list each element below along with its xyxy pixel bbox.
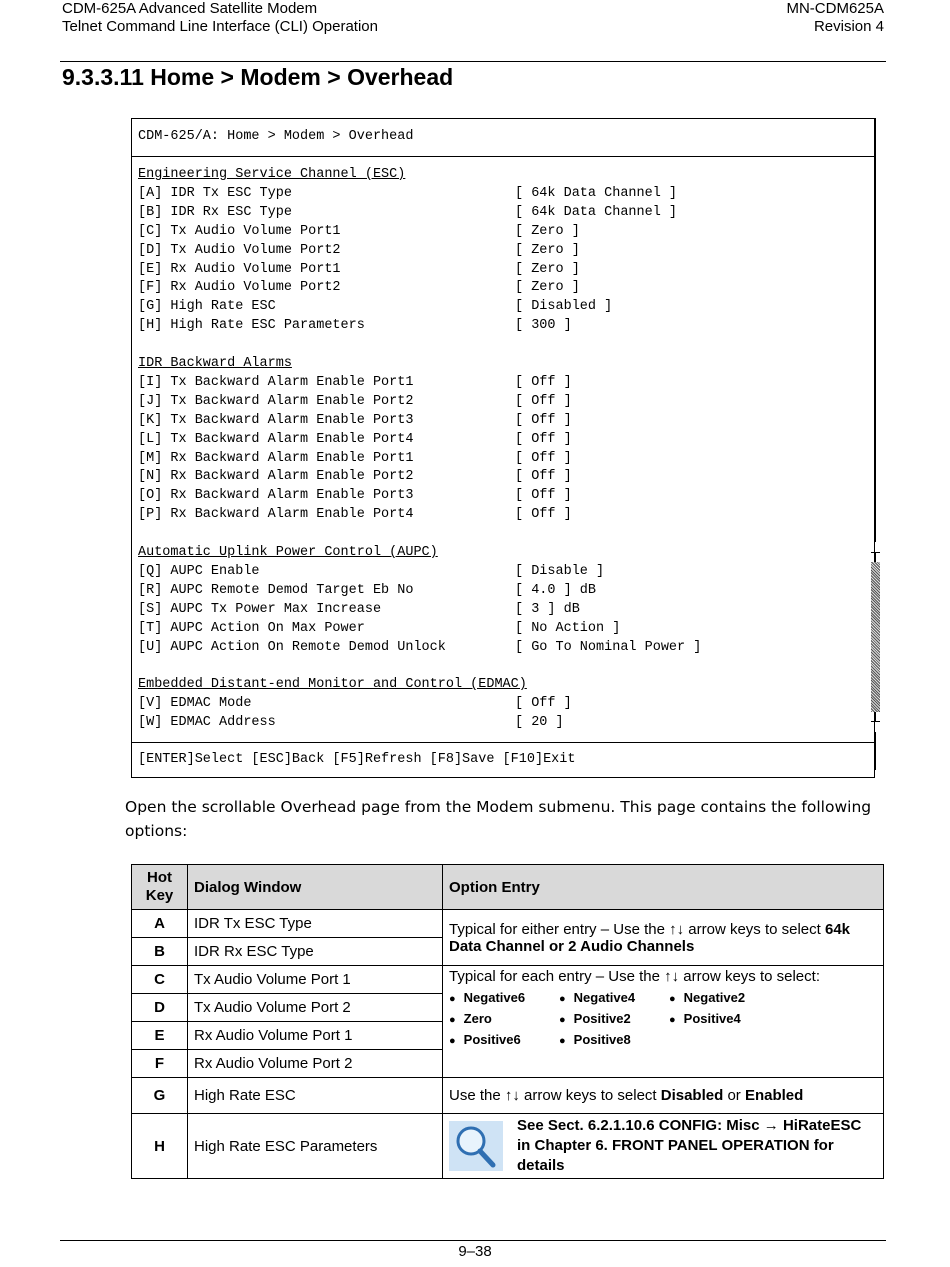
menu-option-value: [ Off ] [515, 431, 572, 447]
scrollbar-top-cap [871, 552, 880, 553]
terminal-footer-divider [132, 742, 874, 743]
scrollbar-thumb[interactable] [871, 562, 880, 712]
menu-option[interactable] [138, 582, 597, 599]
list-item: ● Zero [449, 1011, 559, 1026]
menu-option[interactable] [138, 261, 580, 278]
option-entry-ab [443, 910, 884, 966]
menu-option-value: [ Disabled ] [515, 299, 613, 315]
entry-h-text: See Sect. 6.2.1.10.6 CONFIG: Misc → HiRateESC in Chapter 6. FRONT PANEL OPERATION for details [517, 1117, 862, 1174]
header-dialog-window: Dialog Window [188, 865, 443, 910]
entry-cf-options [449, 990, 877, 1053]
table-row [132, 910, 884, 938]
menu-option-label: [G] High Rate ESC [138, 299, 276, 315]
menu-option-value: [ Off ] [515, 450, 572, 466]
dialog-window: IDR Tx ESC Type [188, 910, 443, 938]
list-item: ● Negative2 [669, 990, 779, 1005]
menu-option-value: [ Zero ] [515, 242, 580, 258]
menu-option-label: [D] Tx Audio Volume Port2 [138, 242, 341, 258]
menu-option-value: [ Disable ] [515, 563, 605, 579]
option-entry-g [443, 1078, 884, 1114]
menu-option-label: [I] Tx Backward Alarm Enable Port1 [138, 374, 414, 390]
table-row [132, 1114, 884, 1179]
list-item: ● Positive8 [559, 1032, 669, 1047]
dialog-window: Tx Audio Volume Port 2 [188, 994, 443, 1022]
menu-option-value: [ Off ] [515, 374, 572, 390]
menu-option-value: [ Go To Nominal Power ] [515, 639, 702, 655]
menu-option[interactable] [138, 488, 572, 504]
menu-option-label: [N] Rx Backward Alarm Enable Port2 [138, 469, 414, 485]
menu-option[interactable] [138, 374, 572, 391]
menu-option-value: [ Off ] [515, 507, 572, 523]
doc-title: CDM-625A Advanced Satellite Modem [62, 0, 318, 17]
menu-option[interactable] [138, 563, 605, 580]
see-reference [449, 1116, 877, 1176]
menu-option-value: [ Off ] [515, 412, 572, 428]
menu-option[interactable] [138, 280, 580, 296]
hot-key: H [132, 1114, 188, 1179]
menu-option-label: [E] Rx Audio Volume Port1 [138, 261, 341, 277]
header-hot-key: Hot Key [132, 865, 188, 910]
hot-key: A [132, 910, 188, 938]
menu-option[interactable] [138, 601, 580, 618]
menu-option-label: [O] Rx Backward Alarm Enable Port3 [138, 488, 414, 504]
entry-g-pre: Use the ↑↓ arrow keys to select [449, 1087, 661, 1104]
menu-option-value: [ 64k Data Channel ] [515, 185, 678, 201]
menu-option[interactable] [138, 469, 572, 485]
options-table [131, 864, 884, 1179]
hot-key: B [132, 938, 188, 966]
terminal-title-divider [132, 156, 874, 157]
menu-option-label: [A] IDR Tx ESC Type [138, 185, 292, 201]
hot-key: C [132, 966, 188, 994]
list-item: ● Positive2 [559, 1011, 669, 1026]
menu-option[interactable] [138, 620, 621, 637]
dialog-window: High Rate ESC [188, 1078, 443, 1114]
menu-option-value: [ Zero ] [515, 261, 580, 277]
menu-option-value: [ 20 ] [515, 715, 564, 731]
terminal-footer: [ENTER]Select [ESC]Back [F5]Refresh [F8]Save [F10]Exit [138, 752, 576, 767]
description-paragraph: Open the scrollable Overhead page from the Modem submenu. This page contains the following options: [125, 798, 872, 840]
menu-option-label: [C] Tx Audio Volume Port1 [138, 223, 341, 239]
list-item: ● Positive4 [669, 1011, 779, 1026]
section-title: 9.3.3.11 Home > Modem > Overhead [62, 64, 454, 90]
menu-option-label: [F] Rx Audio Volume Port2 [138, 280, 341, 296]
menu-option-label: [H] High Rate ESC Parameters [138, 318, 365, 334]
menu-option-value: [ No Action ] [515, 620, 621, 636]
table-header-row [132, 865, 884, 910]
dialog-window: High Rate ESC Parameters [188, 1114, 443, 1179]
terminal-section-heading: IDR Backward Alarms [138, 356, 292, 371]
menu-option-label: [B] IDR Rx ESC Type [138, 204, 292, 220]
menu-option[interactable] [138, 431, 572, 448]
terminal-edge [875, 118, 876, 542]
terminal-section-heading: Engineering Service Channel (ESC) [138, 167, 406, 182]
page-number: 9–38 [458, 1243, 492, 1260]
hot-key: D [132, 994, 188, 1022]
menu-option[interactable] [138, 185, 678, 202]
menu-option-value: [ Off ] [515, 469, 572, 485]
doc-number: MN-CDM625A [786, 0, 884, 17]
menu-option-label: [R] AUPC Remote Demod Target Eb No [138, 582, 414, 598]
terminal-section-heading: Embedded Distant-end Monitor and Control (EDMAC) [138, 677, 527, 693]
doc-subtitle: Telnet Command Line Interface (CLI) Operation [62, 18, 378, 35]
scrollbar-bottom-cap [871, 721, 880, 722]
table-row [132, 966, 884, 994]
hot-key: E [132, 1022, 188, 1050]
terminal-title: CDM-625/A: Home > Modem > Overhead [138, 129, 414, 144]
header-option-entry: Option Entry [443, 865, 884, 910]
menu-option[interactable] [138, 639, 702, 656]
terminal-section-heading: Automatic Uplink Power Control (AUPC) [138, 545, 438, 560]
dialog-window: Tx Audio Volume Port 1 [188, 966, 443, 994]
hot-key: G [132, 1078, 188, 1114]
menu-option[interactable] [138, 696, 572, 712]
menu-option-value: [ 3 ] dB [515, 601, 580, 617]
menu-option-label: [K] Tx Backward Alarm Enable Port3 [138, 412, 414, 428]
entry-ab-options: 64k Data Channel or 2 Audio Channels [449, 920, 851, 955]
entry-g-opt1: Disabled [660, 1087, 724, 1104]
menu-option[interactable] [138, 412, 572, 429]
menu-option-value: [ Off ] [515, 488, 572, 504]
terminal-scrollbar[interactable] [871, 552, 880, 722]
list-item: ● Negative6 [449, 990, 559, 1005]
option-entry-cf [443, 966, 884, 1078]
hot-key: F [132, 1050, 188, 1078]
menu-option-label: [V] EDMAC Mode [138, 696, 252, 712]
dialog-window: Rx Audio Volume Port 2 [188, 1050, 443, 1078]
list-item: ● Positive6 [449, 1032, 559, 1047]
entry-ab-text: Typical for either entry – Use the ↑↓ arrow keys to select [449, 920, 825, 938]
terminal-edge-lower [875, 732, 876, 770]
menu-option[interactable] [138, 299, 613, 315]
menu-option-value: [ Off ] [515, 393, 572, 409]
entry-g-opt2: Enabled [744, 1087, 804, 1104]
menu-option-value: [ Zero ] [515, 223, 580, 239]
header-divider [60, 61, 886, 62]
dialog-window: Rx Audio Volume Port 1 [188, 1022, 443, 1050]
menu-option[interactable] [138, 223, 580, 240]
menu-option[interactable] [138, 507, 572, 523]
menu-option-value: [ 4.0 ] dB [515, 582, 597, 598]
menu-option-label: [M] Rx Backward Alarm Enable Port1 [138, 450, 414, 466]
menu-option[interactable] [138, 204, 678, 221]
list-item: ● Negative4 [559, 990, 669, 1005]
menu-option[interactable] [138, 393, 572, 410]
doc-header-left [62, 0, 378, 36]
magnifier-icon [449, 1121, 503, 1171]
menu-option-label: [W] EDMAC Address [138, 715, 276, 731]
menu-option-label: [S] AUPC Tx Power Max Increase [138, 601, 382, 617]
menu-option-label: [P] Rx Backward Alarm Enable Port4 [138, 507, 414, 523]
menu-option-value: [ 64k Data Channel ] [515, 204, 678, 220]
menu-option-label: [Q] AUPC Enable [138, 563, 260, 579]
menu-option-label: [T] AUPC Action On Max Power [138, 620, 365, 636]
dialog-window: IDR Rx ESC Type [188, 938, 443, 966]
menu-option-value: [ 300 ] [515, 318, 572, 334]
doc-header-right [786, 0, 884, 36]
menu-option-label: [L] Tx Backward Alarm Enable Port4 [138, 431, 414, 447]
menu-option-value: [ Zero ] [515, 280, 580, 296]
menu-option[interactable] [138, 242, 580, 259]
menu-option-value: [ Off ] [515, 696, 572, 712]
menu-option-label: [U] AUPC Action On Remote Demod Unlock [138, 639, 446, 655]
terminal-screen [131, 118, 875, 778]
table-row [132, 1078, 884, 1114]
entry-g-or: or [723, 1087, 745, 1104]
entry-cf-text: Typical for each entry – Use the ↑↓ arrow keys to select: [449, 968, 820, 985]
doc-revision: Revision 4 [813, 18, 884, 35]
footer-divider [60, 1240, 886, 1241]
menu-option[interactable] [138, 318, 572, 334]
menu-option[interactable] [138, 450, 572, 467]
option-entry-h [443, 1114, 884, 1179]
menu-option[interactable] [138, 715, 564, 731]
menu-option-label: [J] Tx Backward Alarm Enable Port2 [138, 393, 414, 409]
